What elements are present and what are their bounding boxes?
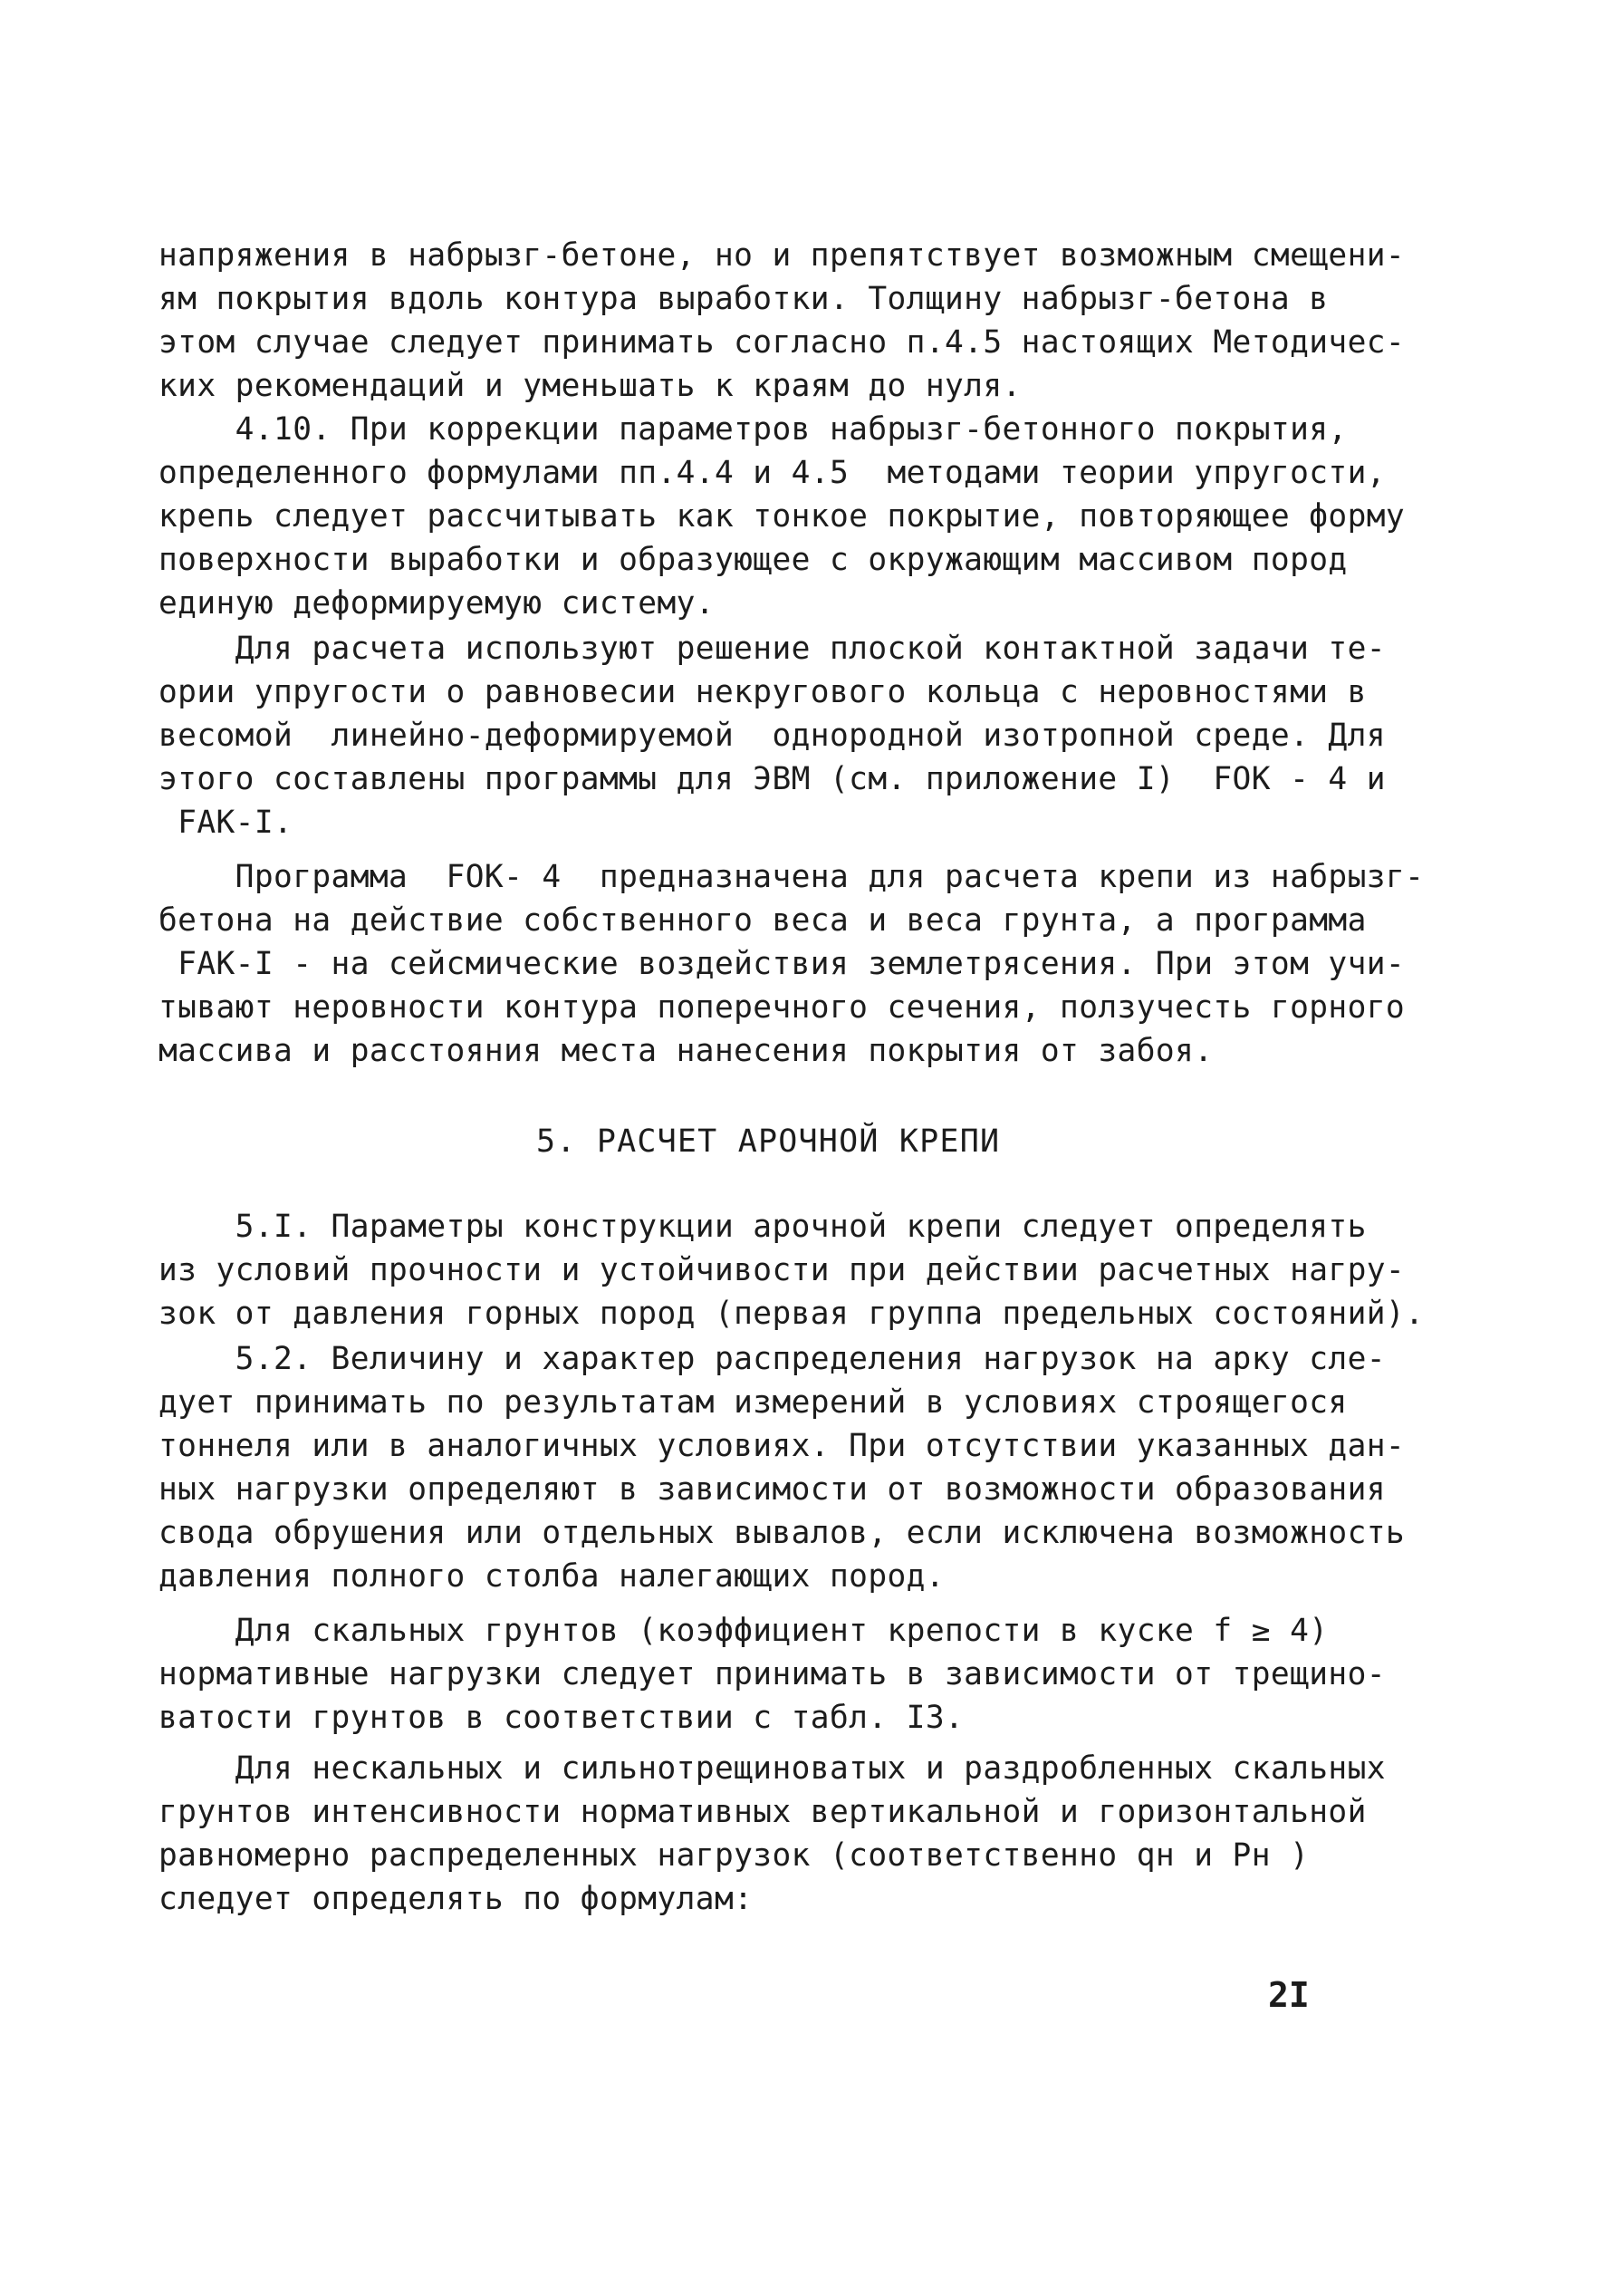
text-line: тывают неровности контура поперечного сечения, ползучесть горного xyxy=(159,989,1406,1026)
text-line: Программа FОК- 4 предназначена для расчета крепи из набрызг- xyxy=(159,859,1425,895)
text-line: Для расчета используют решение плоской контактной задачи те- xyxy=(159,631,1386,667)
text-line: ватости грунтов в соответствии с табл. I3. xyxy=(159,1700,965,1736)
text-line: 5.2. Величину и характер распределения нагрузок на арку сле- xyxy=(159,1341,1386,1377)
text-line: этого составлены программы для ЭВМ (см. приложение I) FОК - 4 и xyxy=(159,761,1386,797)
text-line: ных нагрузки определяют в зависимости от возможности образования xyxy=(159,1471,1386,1508)
text-line: равномерно распределенных нагрузок (соответственно qн и Pн ) xyxy=(159,1837,1310,1874)
text-line: бетона на действие собственного веса и веса грунта, а программа xyxy=(159,902,1367,939)
text-line: крепь следует рассчитывать как тонкое покрытие, повторяющее форму xyxy=(159,498,1406,535)
text-line: определенного формулами пп.4.4 и 4.5 методами теории упругости, xyxy=(159,455,1386,491)
page-number: 2I xyxy=(1268,1975,1310,2015)
text-line: грунтов интенсивности нормативных вертикальной и горизонтальной xyxy=(159,1794,1367,1830)
text-line: свода обрушения или отдельных вывалов, если исключена возможность xyxy=(159,1515,1406,1551)
section-heading: 5. РАСЧЕТ АРОЧНОЙ КРЕПИ xyxy=(536,1123,1001,1160)
text-line: поверхности выработки и образующее с окружающим массивом пород xyxy=(159,542,1348,578)
text-line: следует определять по формулам: xyxy=(159,1881,754,1917)
text-line: массива и расстояния места нанесения покрытия от забоя. xyxy=(159,1033,1214,1069)
text-line: единую деформируемую систему. xyxy=(159,585,715,622)
text-line: ям покрытия вдоль контура выработки. Толщину набрызг-бетона в xyxy=(159,281,1329,317)
text-line: нормативные нагрузки следует принимать в зависимости от трещино- xyxy=(159,1656,1386,1692)
text-line: из условий прочности и устойчивости при действии расчетных нагру- xyxy=(159,1252,1406,1288)
text-line: 5.I. Параметры конструкции арочной крепи следует определять xyxy=(159,1209,1367,1245)
text-line: Для скальных грунтов (коэффициент крепости в куске f ≥ 4) xyxy=(159,1613,1329,1649)
text-line: тоннеля или в аналогичных условиях. При отсутствии указанных дан- xyxy=(159,1428,1406,1464)
text-line: этом случае следует принимать согласно п.4.5 настоящих Методичес- xyxy=(159,324,1406,361)
text-line: FАК-I. xyxy=(159,805,293,841)
text-line: дует принимать по результатам измерений в условиях строящегося xyxy=(159,1384,1348,1421)
text-line: 4.10. При коррекции параметров набрызг-бетонного покрытия, xyxy=(159,411,1348,448)
text-line: напряжения в набрызг-бетоне, но и препятствует возможным смещени- xyxy=(159,237,1406,274)
text-line: весомой линейно-деформируемой однородной изотропной среде. Для xyxy=(159,718,1386,754)
text-line: ких рекомендаций и уменьшать к краям до нуля. xyxy=(159,368,1022,404)
text-line: Для нескальных и сильнотрещиноватых и раздробленных скальных xyxy=(159,1750,1386,1787)
text-line: зок от давления горных пород (первая группа предельных состояний). xyxy=(159,1296,1425,1332)
text-line: давления полного столба налегающих пород. xyxy=(159,1558,946,1595)
text-line: FАК-I - на сейсмические воздействия землетрясения. При этом учи- xyxy=(159,946,1406,982)
text-line: ории упругости о равновесии некругового кольца с неровностями в xyxy=(159,674,1367,710)
